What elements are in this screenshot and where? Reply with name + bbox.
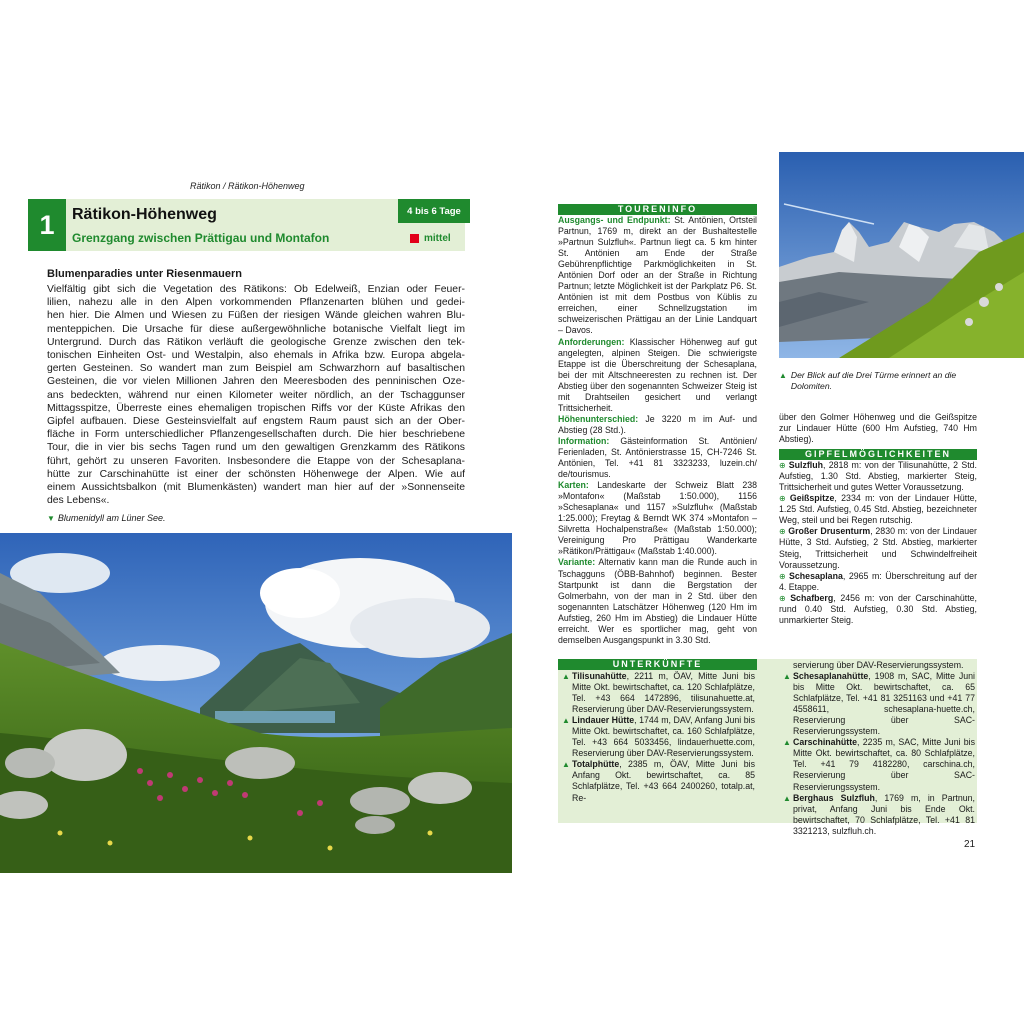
photo-luener-see	[0, 533, 512, 873]
peak-item	[779, 593, 977, 626]
hut-item	[783, 737, 975, 792]
body-line: führt, gehört zu unseren Favoriten. Insbesondere die Etappe von der Schesaplana-	[47, 455, 465, 467]
hut-continuation: servierung über DAV-Reservierungssystem.	[793, 660, 964, 670]
photo-drei-tuerme	[779, 152, 1024, 358]
difficulty-label	[410, 233, 451, 244]
body-line: Vielfältig gibt sich die Vegetation des Rätikons: Ob Edelweiß, Enzian oder Feuer-	[47, 284, 465, 295]
peak-item	[779, 493, 977, 526]
summit-icon: ⊕	[779, 461, 789, 471]
tourinfo-continuation	[779, 412, 977, 445]
duration-badge: 4 bis 6 Tage	[398, 199, 470, 223]
tourinfo-entry	[558, 480, 757, 557]
body-line: Gipfel aufbauen. Diese Gesteinsvielfalt auf engstem Raum paust sich an der Ober-	[47, 416, 465, 428]
body-line: hütte zur Carschinahütte ist einer der schönsten Höhenwege der Alpen. Wie auf	[47, 468, 465, 480]
hut-name: Berghaus Sulzfluh	[793, 792, 875, 803]
huts-list-left	[558, 670, 757, 804]
peak-details: , 2818 m: von der Tilisunahütte, 2 Std. Aufstieg, 1.30 Std. Abstieg, markierter Steig, Trittsicherheit und gutes Wetter Voraussetzung.	[779, 460, 977, 493]
peak-item	[779, 460, 977, 493]
body-line: fläche in Form unterschiedlicher Pflanzengesellschaften durch. Die hier beschriebene	[47, 429, 465, 441]
body-line: des Lebens«.	[47, 495, 110, 507]
summit-icon: ⊕	[779, 527, 789, 537]
body-line: Gesteinen, die vor vielen Millionen Jahren den Meeresboden des penninischen Oze-	[47, 376, 465, 388]
hut-icon: ▲	[562, 760, 570, 770]
tourinfo-value: Je 3220 m im Auf- und Abstieg (28 Std.).	[558, 413, 757, 435]
hut-item	[783, 793, 975, 837]
caption-triangle-icon: ▼	[47, 513, 55, 523]
body-line: tonischen Einheiten Ost- und Westalpin, also ehemals in Afrika bzw. Europa abgela-	[47, 350, 465, 362]
body-line: Untergrund. Durch das Rätikon verläuft die geologische Grenze zwischen den tek-	[47, 336, 465, 348]
tourinfo-key: Information:	[558, 435, 610, 446]
hut-name: Carschinahütte	[793, 737, 858, 748]
page-number: 21	[964, 839, 976, 850]
caption-right-text: Der Blick auf die Drei Türme erinnert an die Dolomiten.	[790, 370, 957, 391]
peak-details: , 2334 m: von der Lindauer Hütte, 1.25 Std. Aufstieg, 0.45 Std. Abstieg, bezeichneter Weg, steil und bei Regen rutschig.	[779, 493, 977, 526]
hut-item	[562, 759, 755, 803]
tourinfo-entry	[558, 414, 757, 436]
tourinfo-column-right	[779, 412, 977, 626]
tourinfo-key: Karten:	[558, 480, 589, 491]
summit-icon: ⊕	[779, 593, 791, 603]
body-line: ans bedeckten, während nur einen Kilometer weiter nördlich, an der Tschaggunser	[47, 389, 465, 401]
body-line: lilien, nahezu alle in den Alpen vorkommenden Pflanzenarten blühen und gedei-	[47, 297, 465, 309]
hut-name: Totalphütte	[572, 759, 620, 770]
hut-item	[783, 671, 975, 737]
difficulty-marker-icon	[410, 234, 419, 243]
summit-icon: ⊕	[779, 494, 790, 504]
tourinfo-entry	[558, 557, 757, 645]
body-text	[47, 283, 465, 507]
tourinfo-entry	[558, 215, 757, 337]
peak-name: Schesaplana	[789, 570, 843, 581]
tourinfo-entry	[558, 436, 757, 480]
huts-box	[558, 659, 977, 836]
peaks-list	[779, 460, 977, 626]
caption-left-text: Blumenidyll am Lüner See.	[57, 513, 166, 523]
hut-item	[562, 715, 755, 759]
running-head: Rätikon / Rätikon-Höhenweg	[190, 181, 305, 191]
peak-name: Schafberg	[790, 592, 834, 603]
peak-name: Großer Drusenturm	[788, 526, 871, 537]
tourinfo-entry	[558, 337, 757, 414]
peaks-heading: GIPFELMÖGLICHKEITEN	[779, 449, 977, 460]
body-line: gerten Gesteinen. So wandert man zum Beispiel am Schwarzhorn auf basaltischen	[47, 363, 465, 375]
caption-triangle-icon: ▲	[779, 371, 787, 380]
tourinfo-key: Höhenunterschied:	[558, 413, 639, 424]
tourinfo-key: Variante:	[558, 557, 596, 568]
peak-details: , 2830 m: von der Lindauer Hütte, 3 Std. Aufstieg, 2 Std. Abstieg, markierter Steig, Trittsicherheit und Schwindelfreiheit Voraussetzung.	[779, 526, 977, 570]
tourinfo-value: St. Antönien, Ortsteil Partnun, 1769 m, direkt an der Bushaltestelle »Partnun Sulzfluh«. Partnun liegt ca. 5 km hinter St. Antönien am Ende der Straße Gebührenpflichtige Parkmöglichkeiten in St. Antönien Dorf oder an der Straße in Richtung Partnun; letzte Möglichkeit ist der Parkplatz P6. St. Antönien ist mit dem Postbus von Küblis zu erreichen, einer Schnellzugstation im schweizerischen Prättigau an der Linie Landquart – Davos.	[558, 215, 757, 336]
hut-item	[562, 671, 755, 715]
peak-details: , 2965 m: Überschreitung auf der 4. Etappe.	[779, 570, 977, 592]
tour-title: Rätikon-Höhenweg	[72, 206, 217, 223]
body-line: Tour, die in vier bis sechs Tagen rund um den gewaltigen Grenzkamm des Rätikons	[47, 442, 465, 454]
tourinfo-key: Anforderungen:	[558, 336, 625, 347]
hut-details: , 1744 m, DAV, Anfang Juni bis Mitte Okt. bewirtschaftet, ca. 160 Schlafplätze, Tel. +43 664 5033456, lindauerhuette.com, Reservierung über DAV-Reservierungssystem.	[572, 715, 755, 759]
body-line: Mittagsspitze, Überreste eines ehemaligen tropischen Riffs vor der Küste Afrikas den	[47, 402, 465, 414]
hut-details: , 1769 m, in Partnun, privat, Anfang Juni bis Ende Okt. bewirtschaftet, 70 Schlafplätze, Tel. +41 81 3321213, sulzfluh.ch.	[793, 792, 975, 836]
tourinfo-value: Alternativ kann man die Runde auch in Tschagguns (ÖBB-Bahnhof) beginnen. Bester Startpunkt ist dann die Bergstation der Golmerbahn, von der man in 2 Std. über den sogenannten Latschätzer Höhenweg (120 Hm im Aufstieg, 260 Hm im Abstieg) die Lindauer Hütte erreicht. Wer es sportlicher mag, geht von demselben Ausgangspunkt in 3.30 Std.	[558, 557, 757, 645]
tourinfo-value: Klassischer Höhenweg auf gut angelegten, alpinen Steigen. Die schwierigste Etappe ist die Überschreitung der Schesaplana, bei der mit Altschneeresten zu rechnen ist. Der Abstieg über den sogenannten Schweizer Steig ist mit Drahtseilen gesichert und verlangt Trittsicherheit.	[558, 336, 757, 413]
difficulty-text: mittel	[424, 233, 451, 244]
hut-icon: ▲	[562, 716, 570, 726]
hut-name: Tilisunahütte	[572, 671, 627, 681]
body-line: einem Aussichtsbalkon (mit Blumenkästen) wandert man hier auf der »Sonnenseite	[47, 482, 465, 494]
huts-list-right	[779, 659, 977, 837]
hut-name: Schesaplanahütte	[793, 671, 869, 682]
hut-icon: ▲	[783, 672, 791, 682]
body-line: hen hier. Die Almen und Wiesen zu Füßen der riesigen Wände gleichen wahren Blu-	[47, 310, 465, 322]
body-line: menteppichen. Die Ursache für diese außergewöhnliche botanische Vielfalt liegt im	[47, 323, 465, 335]
variante-continuation: über den Golmer Höhenweg und die Geißspitze zur Lindauer Hütte (600 Hm Aufstieg, 740 Hm Abstieg).	[779, 412, 977, 445]
summit-icon: ⊕	[779, 571, 790, 581]
hut-icon: ▲	[783, 738, 791, 748]
tour-number: 1	[28, 199, 66, 251]
peak-details: , 2456 m: von der Carschinahütte, rund 0.40 Std. Aufstieg, 0.30 Std. Abstieg, unmarkierter Steig.	[779, 592, 977, 625]
tourinfo-entries	[558, 215, 757, 646]
hut-details: , 2235 m, SAC, Mitte Juni bis Mitte Okt. bewirtschaftet, ca. 80 Schlafplätze, Tel. +41 79 4182280, carschina.ch, Reservierung über SAC-Reservierungssystem.	[793, 737, 975, 792]
peak-name: Geißspitze	[789, 493, 835, 504]
hut-icon: ▲	[783, 793, 791, 803]
hut-icon: ▲	[562, 672, 570, 681]
hut-details: , 1908 m, SAC, Mitte Juni bis Mitte Okt. bewirtschaftet, ca. 65 Schlafplätze, Tel. +41 81 3251163 und +41 77 4558611, schesaplana-huette.ch, Reservierung über SAC-Reservierungssystem.	[793, 671, 975, 737]
tourinfo-key: Ausgangs- und Endpunkt:	[558, 215, 671, 225]
photo-caption-right	[779, 370, 979, 392]
section-heading: Blumenparadies unter Riesenmauern	[47, 268, 243, 280]
peak-name: Sulzfluh	[788, 460, 823, 471]
hut-details: , 2385 m, ÖAV, Mitte Juni bis Anfang Okt. bewirtschaftet, ca. 85 Schlafplätze, Tel. +43 664 2400260, totalp.at, Re-	[572, 759, 755, 803]
tourinfo-heading: TOURENINFO	[558, 204, 757, 215]
peak-item	[779, 571, 977, 593]
tourinfo-value: Landeskarte der Schweiz Blatt 238 »Montafon« (Maßstab 1:50.000), 1156 »Schesaplana« und 1157 »Sulzfluh« (Maßstab 1:25.000); Freytag & Berndt WK 374 »Montafon – Silvretta Hochalpenstraße« (Maßstab 1:50.000); Vereinigung Pro Prättigau Wanderkarte »Rätikon/Prättigau« (Maßstab 1:40.000).	[558, 480, 757, 557]
peak-item	[779, 526, 977, 570]
tour-subtitle: Grenzgang zwischen Prättigau und Montafon	[72, 231, 330, 245]
photo-caption-left	[47, 513, 165, 523]
tourinfo-column-left	[558, 204, 757, 646]
hut-details: , 2211 m, ÖAV, Mitte Juni bis Mitte Okt. bewirtschaftet, ca. 120 Schlafplätze, Tel. +43 664 1472896, tilisunahuette.at, Reservierung über DAV-Reservierungssystem.	[572, 671, 755, 715]
tourinfo-value: Gästeinformation St. Antönien/ Ferienladen, St. Antönierstrasse 15, CH-7246 St. Antönien, Tel. +41 81 3323233, luzein.ch/ de/tourismus.	[558, 435, 757, 480]
huts-heading: UNTERKÜNFTE	[558, 659, 757, 670]
hut-name: Lindauer Hütte	[572, 715, 635, 726]
